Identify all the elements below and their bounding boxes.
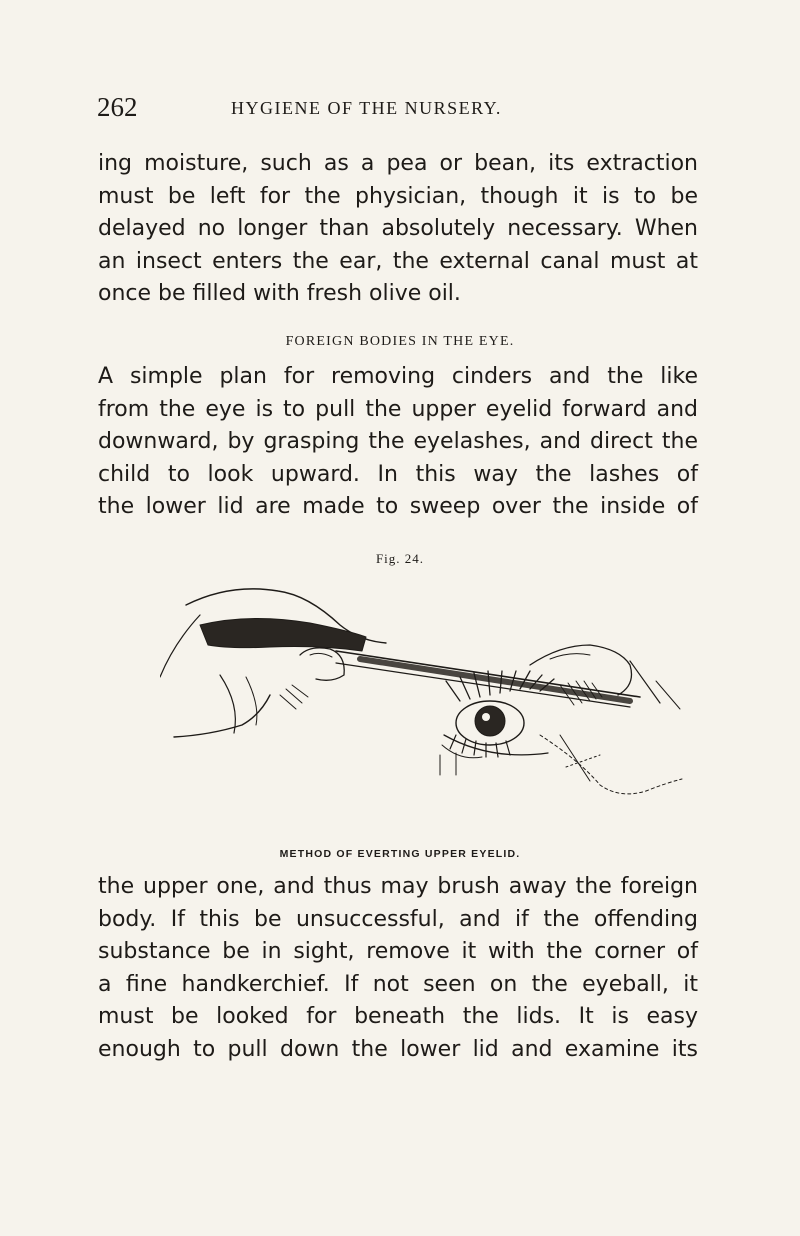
text-line: must be left for the physician, though it is to be [98, 183, 698, 209]
text-line: once be filled with fresh olive oil. [98, 281, 461, 306]
text-line: an insect enters the ear, the external canal must at [98, 248, 698, 274]
text-line: the lower lid are made to sweep over the inside of [98, 494, 698, 519]
text-line: A simple plan for removing cinders and the like [98, 364, 698, 389]
page-number: 262 [97, 92, 138, 122]
section-heading: FOREIGN BODIES IN THE EYE. [285, 334, 515, 349]
running-head [97, 92, 697, 122]
text-line: must be looked for beneath the lids. It is easy [98, 1004, 698, 1029]
text-line: a fine handkerchief. If not seen on the eyeball, it [98, 971, 698, 997]
text-line: child to look upward. In this way the lashes of [98, 461, 698, 487]
paragraph-eye-removal [98, 361, 698, 524]
text-line: delayed no longer than absolutely necessary. When [98, 216, 698, 241]
figure-label: Fig. 24. [375, 551, 425, 566]
figure-caption: METHOD OF EVERTING UPPER EYELID. [279, 848, 521, 860]
text-line: ing moisture, such as a pea or bean, its extraction [98, 151, 698, 176]
text-line: the upper one, and thus may brush away the foreign [98, 874, 698, 899]
text-line: from the eye is to pull the upper eyelid forward and [98, 396, 698, 422]
text-line: downward, by grasping the eyelashes, and direct the [98, 429, 698, 454]
running-title: HYGIENE OF THE NURSERY. [231, 98, 502, 118]
text-line: enough to pull down the lower lid and examine its [98, 1036, 698, 1062]
paragraph-ear-foreign-bodies [98, 148, 698, 311]
text-line: substance be in sight, remove it with the corner of [98, 939, 698, 964]
paragraph-foreign-body-removal [98, 871, 698, 1066]
eyelid-eversion-illustration [160, 585, 700, 810]
text-line: body. If this be unsuccessful, and if the offending [98, 906, 698, 932]
